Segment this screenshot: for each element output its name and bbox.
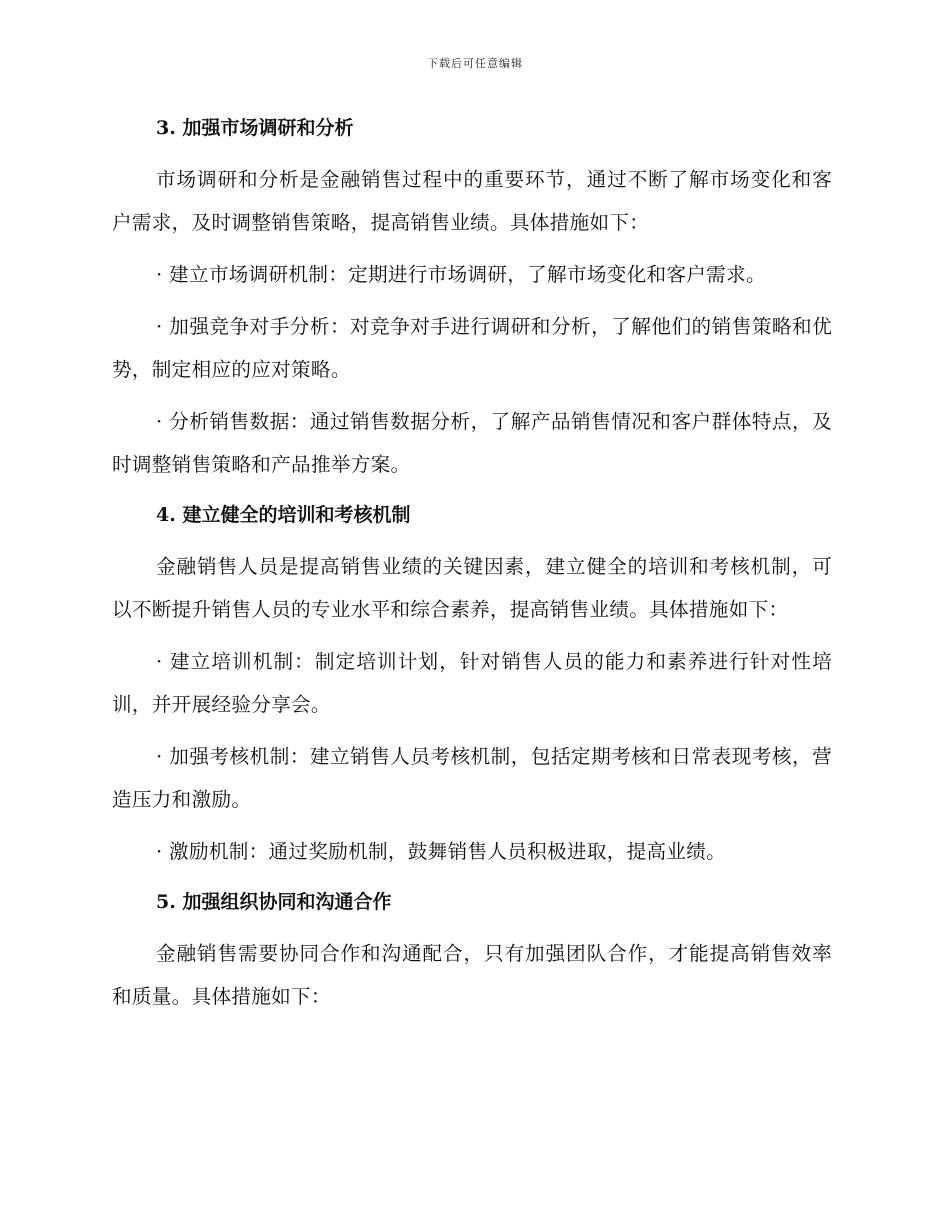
section-5-heading: 5. 加强组织协同和沟通合作 (156, 891, 392, 913)
document-body (112, 108, 832, 1018)
section-4-heading: 4. 建立健全的培训和考核机制 (156, 504, 411, 526)
section-3-bullet-2: · 加强竞争对手分析：对竞争对手进行调研和分析，了解他们的销售策略和优势，制定相应的应对策略。 (112, 315, 832, 381)
section-3-bullet-3: · 分析销售数据：通过销售数据分析，了解产品销售情况和客户群体特点，及时调整销售策略和产品推举方案。 (112, 410, 832, 476)
section-3-intro: 市场调研和分析是金融销售过程中的重要环节，通过不断了解市场变化和客户需求，及时调整销售策略，提高销售业绩。具体措施如下： (112, 168, 832, 234)
section-4-bullet-3: · 激励机制：通过奖励机制，鼓舞销售人员积极进取，提高业绩。 (156, 840, 727, 863)
section-3-heading: 3. 加强市场调研和分析 (156, 117, 354, 139)
section-3-bullet-1: · 建立市场调研机制：定期进行市场调研，了解市场变化和客户需求。 (156, 263, 766, 286)
section-5-intro: 金融销售需要协同合作和沟通配合，只有加强团队合作，才能提高销售效率和质量。具体措施如下： (112, 942, 832, 1008)
section-4-bullet-1: · 建立培训机制：制定培训计划，针对销售人员的能力和素养进行针对性培训，并开展经验分享会。 (112, 650, 832, 716)
section-4-bullet-2: · 加强考核机制：建立销售人员考核机制，包括定期考核和日常表现考核，营造压力和激励。 (112, 745, 832, 811)
section-4-intro: 金融销售人员是提高销售业绩的关键因素，建立健全的培训和考核机制，可以不断提升销售人员的专业水平和综合素养，提高销售业绩。具体措施如下： (112, 555, 832, 621)
page-header-note: 下载后可任意编辑 (427, 57, 523, 70)
